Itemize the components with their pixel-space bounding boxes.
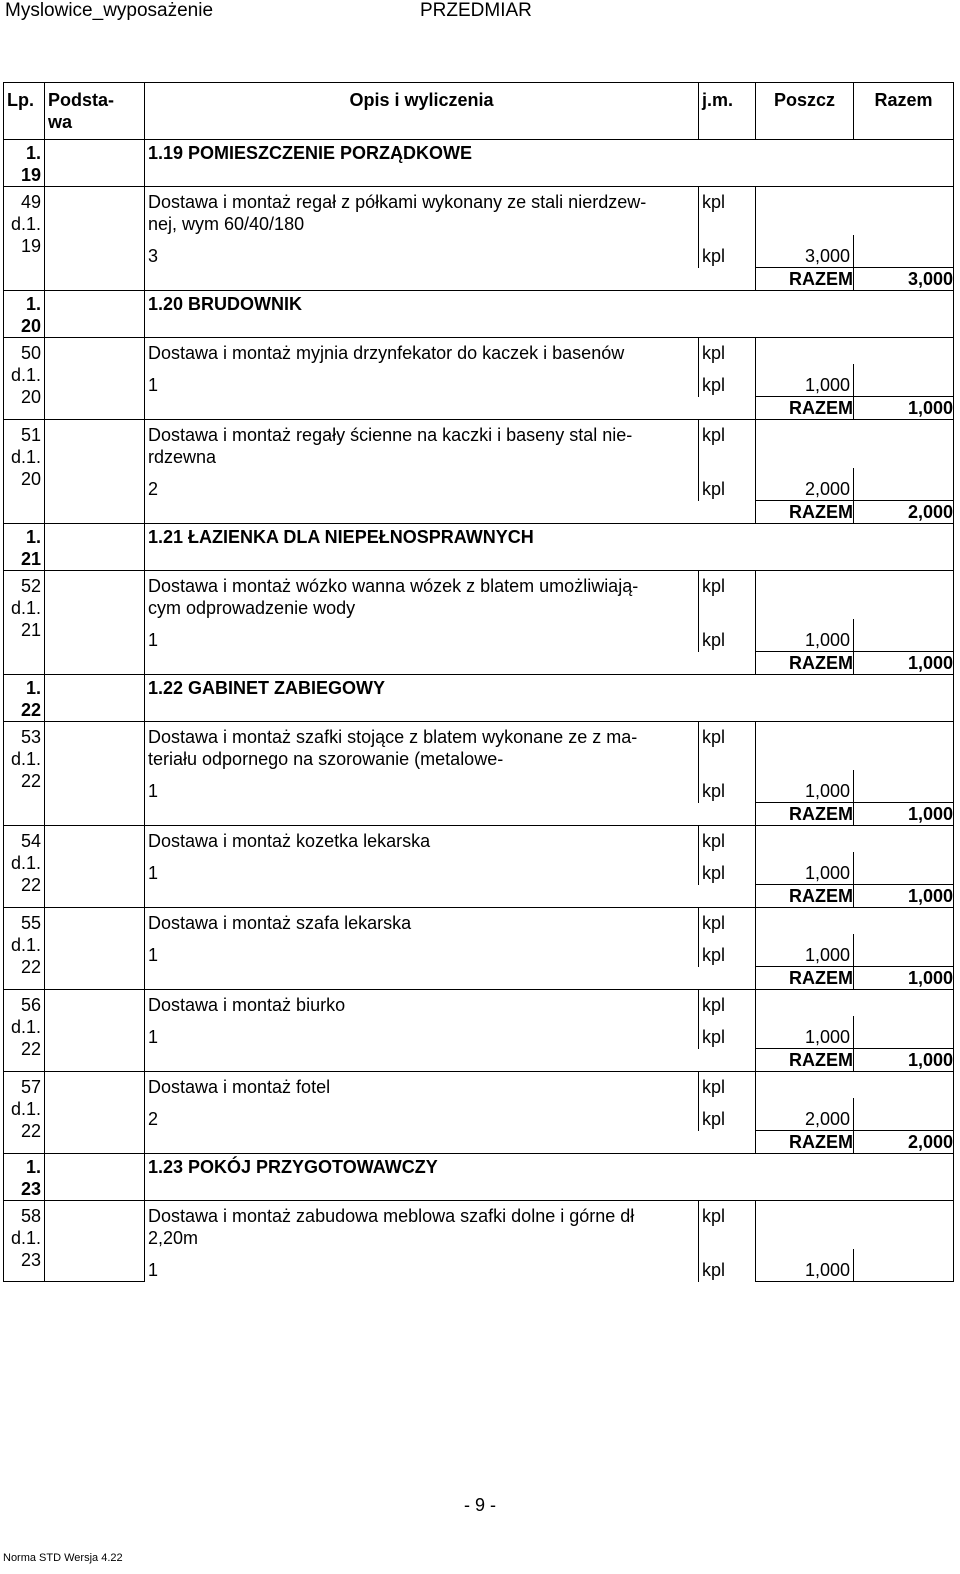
item-quantity: 1 (145, 364, 699, 397)
item-row (4, 338, 954, 365)
item-row (4, 826, 954, 853)
item-quantity-jm: kpl (699, 468, 756, 501)
item-description: Dostawa i montaż zabudowa meblowa szafki dolne i górne dł 2,20m (145, 1201, 699, 1250)
razem-row (4, 803, 954, 826)
item-quantity: 2 (145, 468, 699, 501)
razem-blank (145, 268, 756, 291)
item-quantity-jm: kpl (699, 770, 756, 803)
item-podstawa (45, 571, 145, 675)
razem-blank (145, 397, 756, 420)
item-quantity: 2 (145, 1098, 699, 1131)
item-lp: 53 d.1. 22 (4, 722, 45, 826)
item-jm: kpl (699, 1201, 756, 1250)
quantity-row (4, 934, 954, 967)
col-header-lp: Lp. (4, 83, 45, 140)
section-title: 1.20 BRUDOWNIK (145, 291, 954, 338)
section-title: 1.19 POMIESZCZENIE PORZĄDKOWE (145, 140, 954, 187)
item-quantity: 1 (145, 1249, 699, 1282)
quantity-row (4, 1016, 954, 1049)
item-razem-empty (854, 468, 954, 501)
item-podstawa (45, 187, 145, 291)
item-podstawa (45, 338, 145, 420)
footer-version: Norma STD Wersja 4.22 (3, 1552, 123, 1564)
razem-label: RAZEM (756, 885, 854, 908)
item-quantity-jm: kpl (699, 934, 756, 967)
item-jm: kpl (699, 908, 756, 935)
item-poszcz-empty (756, 338, 954, 365)
razem-label: RAZEM (756, 268, 854, 291)
razem-row (4, 1049, 954, 1072)
item-podstawa (45, 722, 145, 826)
razem-label: RAZEM (756, 1131, 854, 1154)
item-podstawa (45, 420, 145, 524)
item-podstawa (45, 1072, 145, 1154)
page-number: - 9 - (463, 1495, 496, 1515)
item-poszcz-empty (756, 826, 954, 853)
col-header-opis: Opis i wyliczenia (145, 83, 699, 140)
quantity-row (4, 364, 954, 397)
table-header-row (4, 83, 954, 140)
item-row (4, 990, 954, 1017)
razem-label: RAZEM (756, 967, 854, 990)
item-quantity: 3 (145, 235, 699, 268)
item-razem-empty (854, 619, 954, 652)
section-podstawa (45, 1154, 145, 1201)
razem-value: 2,000 (854, 501, 954, 524)
item-quantity-jm: kpl (699, 1249, 756, 1282)
item-quantity-jm: kpl (699, 852, 756, 885)
item-poszcz-empty (756, 1201, 954, 1250)
razem-value: 1,000 (854, 803, 954, 826)
razem-blank (145, 1131, 756, 1154)
item-jm: kpl (699, 187, 756, 236)
item-description: Dostawa i montaż wózko wanna wózek z blatem umożliwiają- cym odprowadzenie wody (145, 571, 699, 620)
razem-blank (145, 967, 756, 990)
item-lp: 51 d.1. 20 (4, 420, 45, 524)
razem-row (4, 967, 954, 990)
section-row (4, 524, 954, 571)
item-description: Dostawa i montaż regały ścienne na kaczki i baseny stal nie- rdzewna (145, 420, 699, 469)
item-lp: 55 d.1. 22 (4, 908, 45, 990)
document-name: Myslowice_wyposażenie (5, 0, 214, 21)
section-podstawa (45, 675, 145, 722)
item-jm: kpl (699, 571, 756, 620)
item-row (4, 420, 954, 469)
razem-blank (145, 885, 756, 908)
section-title: 1.23 POKÓJ PRZYGOTOWAWCZY (145, 1154, 954, 1201)
quantity-row (4, 235, 954, 268)
razem-value: 1,000 (854, 1049, 954, 1072)
item-razem-empty (854, 1249, 954, 1282)
table-body (4, 140, 954, 1282)
document-type: PRZEDMIAR (420, 0, 532, 21)
razem-value: 1,000 (854, 885, 954, 908)
item-poszcz-empty (756, 187, 954, 236)
razem-row (4, 268, 954, 291)
item-lp: 54 d.1. 22 (4, 826, 45, 908)
item-razem-empty (854, 235, 954, 268)
section-lp: 1. 19 (4, 140, 45, 187)
razem-label: RAZEM (756, 501, 854, 524)
razem-blank (145, 803, 756, 826)
razem-row (4, 397, 954, 420)
item-poszcz: 1,000 (756, 770, 854, 803)
razem-label: RAZEM (756, 397, 854, 420)
razem-blank (145, 652, 756, 675)
item-poszcz: 3,000 (756, 235, 854, 268)
razem-row (4, 652, 954, 675)
section-podstawa (45, 524, 145, 571)
item-lp: 50 d.1. 20 (4, 338, 45, 420)
item-jm: kpl (699, 990, 756, 1017)
item-jm: kpl (699, 420, 756, 469)
item-poszcz: 2,000 (756, 468, 854, 501)
razem-value: 2,000 (854, 1131, 954, 1154)
item-description: Dostawa i montaż kozetka lekarska (145, 826, 699, 853)
section-title: 1.21 ŁAZIENKA DLA NIEPEŁNOSPRAWNYCH (145, 524, 954, 571)
quantity-row (4, 619, 954, 652)
item-razem-empty (854, 770, 954, 803)
item-description: Dostawa i montaż regał z półkami wykonany ze stali nierdzew- nej, wym 60/40/180 (145, 187, 699, 236)
col-header-poszcz: Poszcz (756, 83, 854, 140)
item-poszcz: 1,000 (756, 1016, 854, 1049)
item-quantity: 1 (145, 934, 699, 967)
item-row (4, 908, 954, 935)
item-poszcz: 1,000 (756, 1249, 854, 1282)
col-header-razem: Razem (854, 83, 954, 140)
item-description: Dostawa i montaż fotel (145, 1072, 699, 1099)
item-row (4, 1201, 954, 1250)
item-poszcz-empty (756, 571, 954, 620)
item-razem-empty (854, 364, 954, 397)
item-poszcz: 1,000 (756, 934, 854, 967)
item-row (4, 571, 954, 620)
col-header-podstawa: Podsta- wa (45, 83, 145, 140)
item-lp: 57 d.1. 22 (4, 1072, 45, 1154)
item-jm: kpl (699, 722, 756, 771)
item-lp: 52 d.1. 21 (4, 571, 45, 675)
section-lp: 1. 20 (4, 291, 45, 338)
section-podstawa (45, 140, 145, 187)
razem-label: RAZEM (756, 652, 854, 675)
item-podstawa (45, 1201, 145, 1282)
section-lp: 1. 23 (4, 1154, 45, 1201)
razem-row (4, 885, 954, 908)
item-jm: kpl (699, 826, 756, 853)
item-podstawa (45, 990, 145, 1072)
item-poszcz-empty (756, 908, 954, 935)
razem-label: RAZEM (756, 1049, 854, 1072)
item-quantity: 1 (145, 619, 699, 652)
item-jm: kpl (699, 338, 756, 365)
razem-blank (145, 501, 756, 524)
item-poszcz: 1,000 (756, 619, 854, 652)
razem-label: RAZEM (756, 803, 854, 826)
section-podstawa (45, 291, 145, 338)
item-row (4, 722, 954, 771)
item-description: Dostawa i montaż biurko (145, 990, 699, 1017)
item-poszcz: 1,000 (756, 364, 854, 397)
section-title: 1.22 GABINET ZABIEGOWY (145, 675, 954, 722)
section-row (4, 291, 954, 338)
item-row (4, 187, 954, 236)
item-quantity-jm: kpl (699, 1016, 756, 1049)
section-lp: 1. 21 (4, 524, 45, 571)
col-header-jm: j.m. (699, 83, 756, 140)
item-description: Dostawa i montaż szafki stojące z blatem wykonane ze z ma- teriału odpornego na szorowanie (metalowe- (145, 722, 699, 771)
quantity-row (4, 852, 954, 885)
item-poszcz-empty (756, 722, 954, 771)
quantity-row (4, 468, 954, 501)
item-description: Dostawa i montaż myjnia drzynfekator do kaczek i basenów (145, 338, 699, 365)
item-poszcz: 2,000 (756, 1098, 854, 1131)
item-description: Dostawa i montaż szafa lekarska (145, 908, 699, 935)
razem-value: 1,000 (854, 652, 954, 675)
item-quantity-jm: kpl (699, 235, 756, 268)
section-row (4, 675, 954, 722)
section-row (4, 140, 954, 187)
razem-value: 1,000 (854, 967, 954, 990)
razem-row (4, 501, 954, 524)
item-lp: 56 d.1. 22 (4, 990, 45, 1072)
item-quantity-jm: kpl (699, 619, 756, 652)
item-poszcz-empty (756, 1072, 954, 1099)
item-podstawa (45, 826, 145, 908)
quantity-row (4, 1098, 954, 1131)
item-lp: 49 d.1. 19 (4, 187, 45, 291)
item-quantity-jm: kpl (699, 1098, 756, 1131)
item-row (4, 1072, 954, 1099)
item-poszcz-empty (756, 990, 954, 1017)
item-quantity: 1 (145, 852, 699, 885)
estimate-table (3, 82, 954, 1282)
item-razem-empty (854, 1098, 954, 1131)
item-quantity-jm: kpl (699, 364, 756, 397)
razem-row (4, 1131, 954, 1154)
item-razem-empty (854, 1016, 954, 1049)
item-podstawa (45, 908, 145, 990)
item-poszcz: 1,000 (756, 852, 854, 885)
section-lp: 1. 22 (4, 675, 45, 722)
item-razem-empty (854, 852, 954, 885)
item-lp: 58 d.1. 23 (4, 1201, 45, 1282)
razem-value: 1,000 (854, 397, 954, 420)
quantity-row (4, 770, 954, 803)
section-row (4, 1154, 954, 1201)
item-quantity: 1 (145, 1016, 699, 1049)
razem-value: 3,000 (854, 268, 954, 291)
item-jm: kpl (699, 1072, 756, 1099)
quantity-row (4, 1249, 954, 1282)
item-quantity: 1 (145, 770, 699, 803)
razem-blank (145, 1049, 756, 1072)
item-razem-empty (854, 934, 954, 967)
item-poszcz-empty (756, 420, 954, 469)
